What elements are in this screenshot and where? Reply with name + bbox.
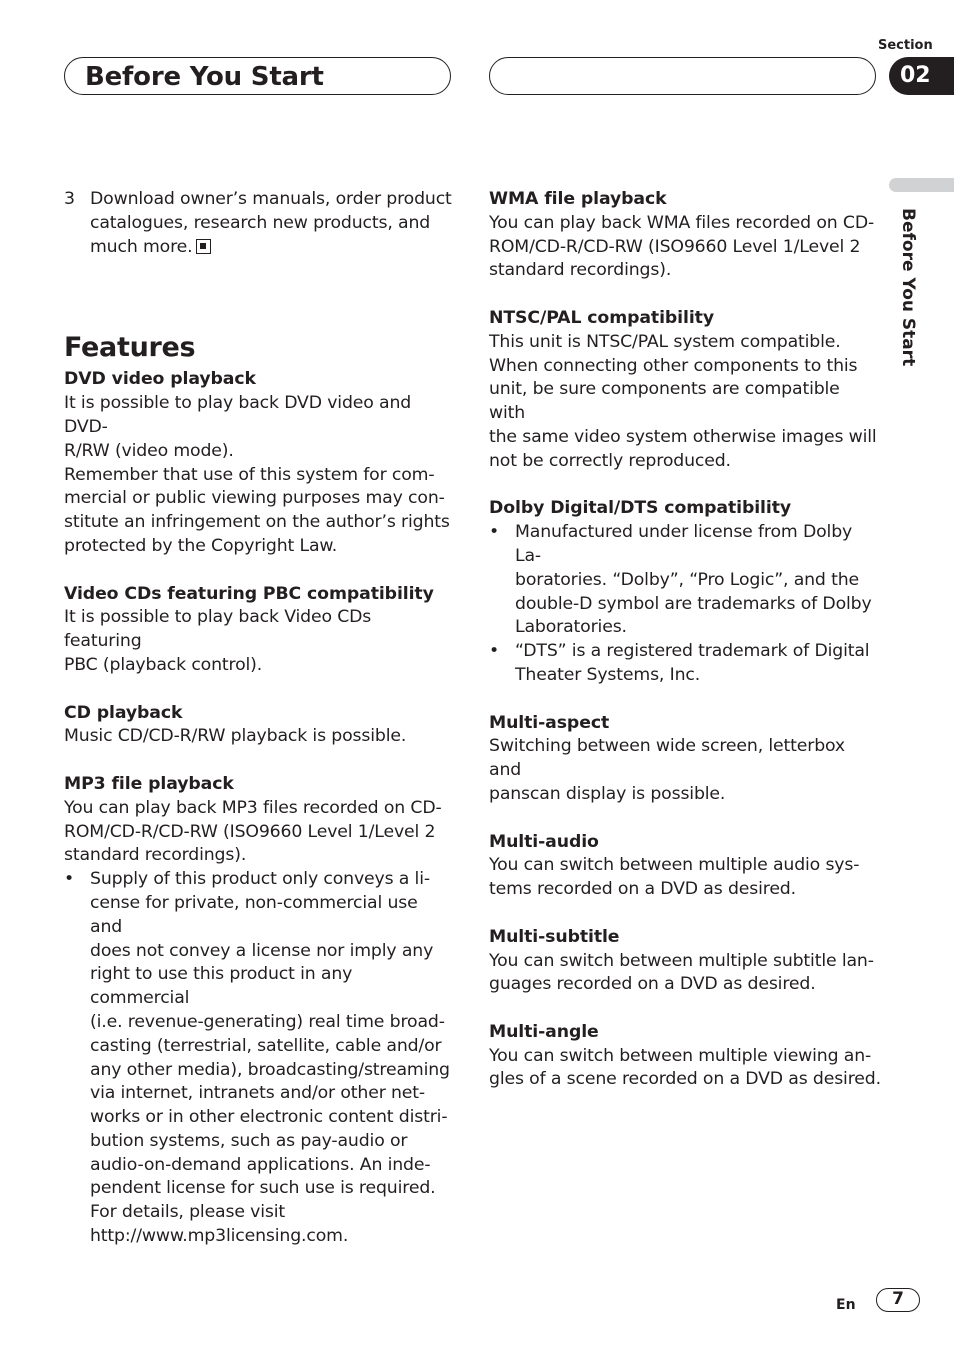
- text-line: cense for private, non-commercial use and: [90, 892, 418, 937]
- bullet-icon: •: [489, 641, 500, 662]
- numbered-list-item: [64, 188, 452, 259]
- text-line: R/RW (video mode).: [64, 440, 234, 461]
- text-line: It is possible to play back Video CDs featuring: [64, 607, 372, 652]
- text-line: casting (terrestrial, satellite, cable and/or: [90, 1035, 442, 1056]
- text-line: unit, be sure components are compatible with: [489, 379, 840, 424]
- multi-angle-heading: Multi-angle: [489, 1021, 599, 1042]
- text-line: works or in other electronic content distri-: [90, 1107, 448, 1128]
- text-line: ROM/CD-R/CD-RW (ISO9660 Level 1/Level 2: [64, 821, 436, 842]
- ntsc-heading: NTSC/PAL compatibility: [489, 307, 714, 328]
- text-line: guages recorded on a DVD as desired.: [489, 974, 816, 995]
- header-title: Before You Start: [85, 62, 324, 92]
- dvd-heading: DVD video playback: [64, 369, 256, 390]
- text-line: boratories. “Dolby”, “Pro Logic”, and the: [515, 569, 860, 590]
- side-tab-label: Before You Start: [898, 208, 918, 367]
- text-line: Supply of this product only conveys a li-: [90, 869, 430, 890]
- bullet-icon: •: [64, 869, 75, 890]
- text-line: tems recorded on a DVD as desired.: [489, 879, 796, 900]
- text-line: You can switch between multiple audio sys-: [489, 855, 860, 876]
- cd-heading: CD playback: [64, 702, 183, 723]
- text-line: audio-on-demand applications. An inde-: [90, 1154, 431, 1175]
- wma-heading: WMA file playback: [489, 189, 667, 209]
- text-line: gles of a scene recorded on a DVD as desired.: [489, 1069, 881, 1090]
- text-line: Theater Systems, Inc.: [515, 664, 701, 685]
- multi-subtitle-heading: Multi-subtitle: [489, 926, 620, 947]
- text-line: panscan display is possible.: [489, 783, 726, 804]
- text-line: Laboratories.: [515, 617, 627, 638]
- multi-aspect-heading: Multi-aspect: [489, 712, 610, 733]
- text-line: “DTS” is a registered trademark of Digital: [515, 641, 870, 662]
- text-line: ROM/CD-R/CD-RW (ISO9660 Level 1/Level 2: [489, 236, 861, 257]
- features-heading: Features: [64, 332, 196, 364]
- bullet-icon: •: [489, 522, 500, 543]
- text-line: pendent license for such use is required.: [90, 1178, 436, 1199]
- page-number: 7: [876, 1288, 920, 1312]
- text-line: When connecting other components to this: [489, 355, 858, 376]
- text-line: not be correctly reproduced.: [489, 450, 731, 471]
- text-line: standard recordings).: [64, 845, 247, 866]
- text-line: any other media), broadcasting/streaming: [90, 1059, 450, 1080]
- vcd-heading: Video CDs featuring PBC compatibility: [64, 583, 434, 604]
- stop-square-icon: [196, 239, 211, 254]
- mp3-heading: MP3 file playback: [64, 773, 234, 794]
- section-number-badge: 02: [889, 57, 954, 95]
- text-line: It is possible to play back DVD video and DVD-: [64, 393, 412, 437]
- text-line: catalogues, research new products, and: [90, 212, 431, 233]
- text-line: via internet, intranets and/or other net-: [90, 1083, 425, 1104]
- text-line: Switching between wide screen, letterbox and: [489, 736, 845, 781]
- text-line: double-D symbol are trademarks of Dolby: [515, 593, 872, 614]
- text-line: For details, please visit: [90, 1202, 286, 1223]
- text-line: mercial or public viewing purposes may con-: [64, 488, 445, 509]
- bullet-item: [489, 521, 881, 640]
- bullet-item: [64, 868, 452, 1249]
- text-line: PBC (playback control).: [64, 654, 263, 675]
- language-label: En: [836, 1297, 856, 1313]
- multi-audio-heading: Multi-audio: [489, 831, 599, 852]
- text-line: the same video system otherwise images will: [489, 426, 877, 447]
- text-line: stitute an infringement on the author’s rights: [64, 512, 450, 533]
- list-number: 3: [64, 189, 75, 209]
- text-line: Remember that use of this system for com-: [64, 464, 435, 485]
- text-line: much more.: [90, 236, 193, 257]
- text-line: right to use this product in any commercial: [90, 964, 353, 1009]
- text-line: Manufactured under license from Dolby La-: [515, 522, 853, 566]
- right-column: [489, 188, 881, 1092]
- header-blank-box: [489, 57, 876, 95]
- text-line: You can switch between multiple viewing an-: [489, 1045, 872, 1066]
- section-label: Section: [878, 38, 933, 53]
- bullet-item: [489, 640, 881, 688]
- text-line: You can switch between multiple subtitle lan-: [489, 950, 874, 971]
- text-line: This unit is NTSC/PAL system compatible.: [489, 331, 841, 352]
- text-line: (i.e. revenue-generating) real time broad-: [90, 1011, 445, 1032]
- text-line: standard recordings).: [489, 260, 672, 281]
- text-line: http://www.mp3licensing.com.: [90, 1226, 349, 1247]
- header-title-box: [64, 57, 451, 95]
- dolby-heading: Dolby Digital/DTS compatibility: [489, 498, 792, 519]
- side-tab-bar: [889, 178, 954, 192]
- text-line: protected by the Copyright Law.: [64, 535, 338, 556]
- text-line: Music CD/CD-R/RW playback is possible.: [64, 726, 407, 747]
- text-line: You can play back MP3 files recorded on CD-: [64, 797, 442, 818]
- text-line: You can play back WMA files recorded on CD-: [489, 212, 875, 233]
- text-line: does not convey a license nor imply any: [90, 940, 434, 961]
- text-line: bution systems, such as pay-audio or: [90, 1130, 408, 1151]
- text-line: Download owner’s manuals, order product: [90, 189, 452, 209]
- left-column: [64, 188, 452, 1249]
